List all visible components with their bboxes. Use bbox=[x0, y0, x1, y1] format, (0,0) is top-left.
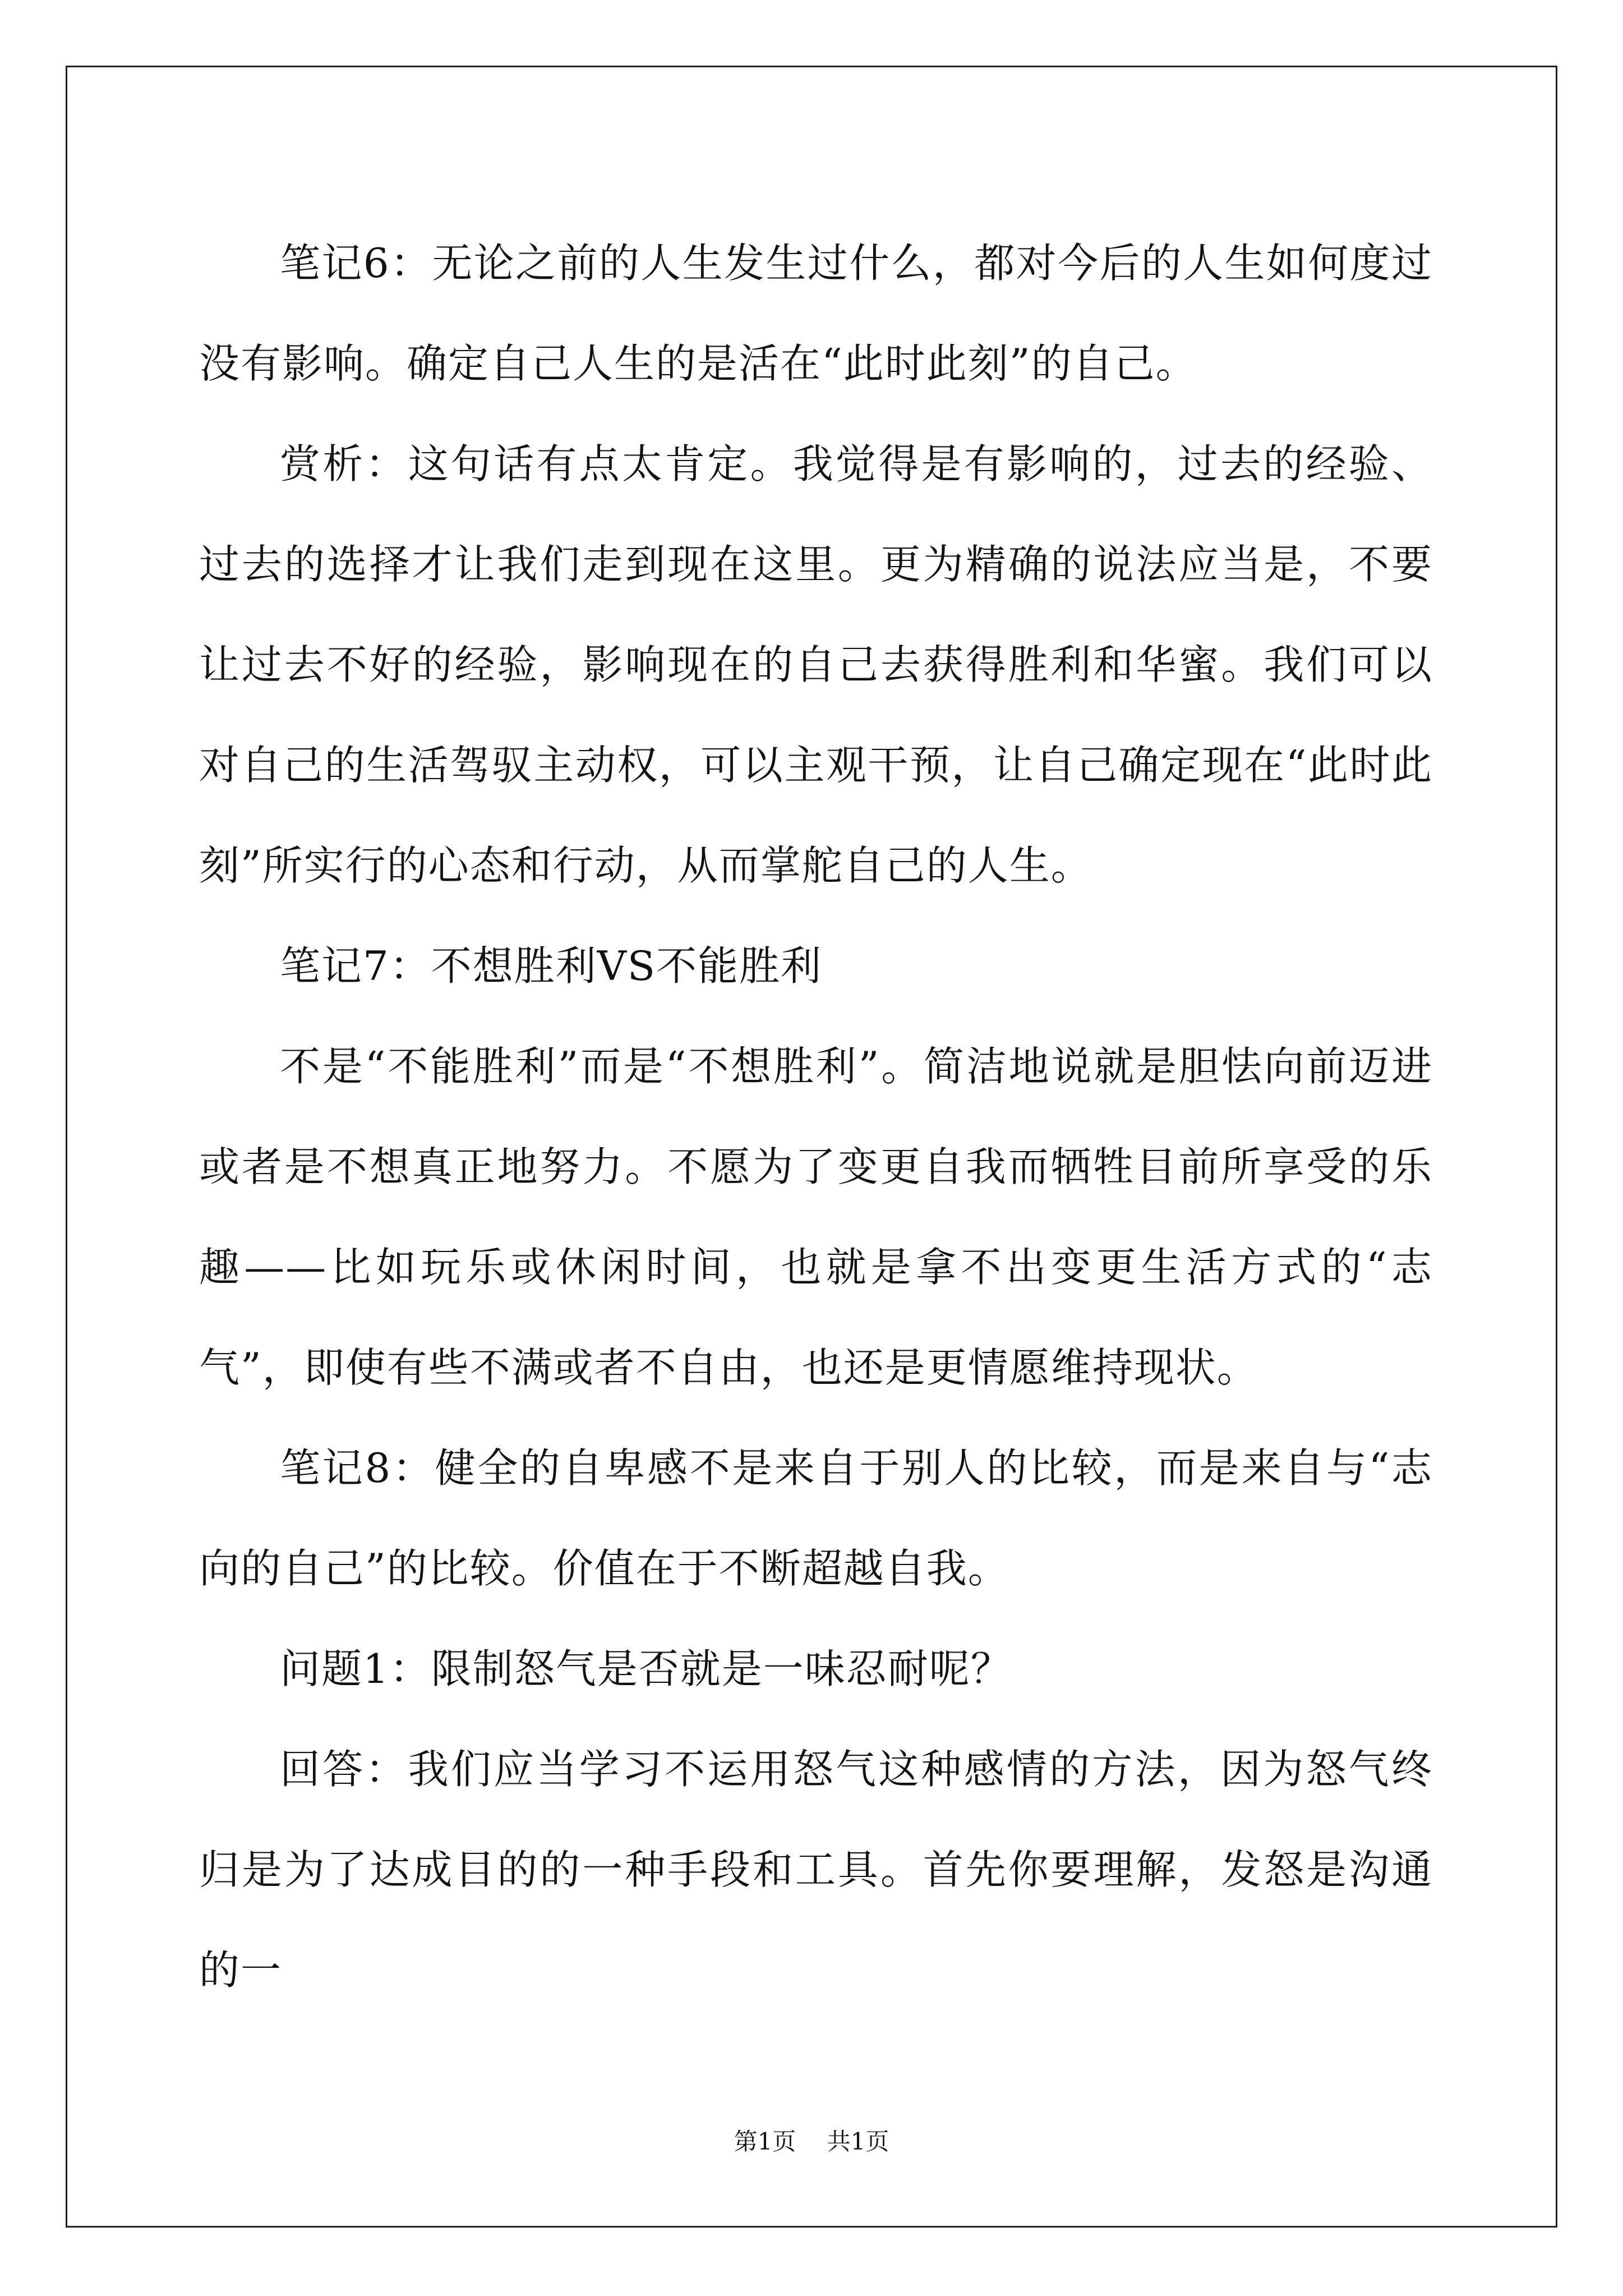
page-number: 第1页 bbox=[734, 2128, 796, 2155]
paragraph-note-7-body: 不是“不能胜利”而是“不想胜利”。简洁地说就是胆怯向前迈进或者是不想真正地努力。不愿为了变更自我而牺牲目前所享受的乐趣——比如玩乐或休闲时间，也就是拿不出变更生活方式的“志气”，即使有些不满或者不自由，也还是更情愿维持现状。 bbox=[199, 1043, 1433, 1391]
paragraph-answer: 回答：我们应当学习不运用怒气这种感情的方法，因为怒气终归是为了达成目的的一种手段和工具。首先你要理解，发怒是沟通的一 bbox=[199, 1746, 1433, 1994]
paragraph-analysis: 赏析：这句话有点太肯定。我觉得是有影响的，过去的经验、过去的选择才让我们走到现在这里。更为精确的说法应当是，不要让过去不好的经验，影响现在的自己去获得胜利和华蜜。我们可以对自己的生活驾驭主动权，可以主观干预，让自己确定现在“此时此刻”所实行的心态和行动，从而掌舵自己的人生。 bbox=[199, 440, 1433, 889]
page-footer bbox=[0, 2123, 1623, 2157]
page-total: 共1页 bbox=[827, 2128, 889, 2155]
paragraph-note-8: 笔记8：健全的自卑感不是来自于别人的比较，而是来自与“志向的自己”的比较。价值在于不断超越自我。 bbox=[199, 1444, 1433, 1592]
document-body bbox=[199, 213, 1433, 2021]
paragraph-question-1: 问题1：限制怒气是否就是一味忍耐呢？ bbox=[280, 1645, 1012, 1692]
paragraph-note-6: 笔记6：无论之前的人生发生过什么，都对今后的人生如何度过没有影响。确定自己人生的是活在“此时此刻”的自己。 bbox=[199, 240, 1433, 387]
paragraph-note-7-heading: 笔记7：不想胜利VS不能胜利 bbox=[280, 942, 823, 990]
